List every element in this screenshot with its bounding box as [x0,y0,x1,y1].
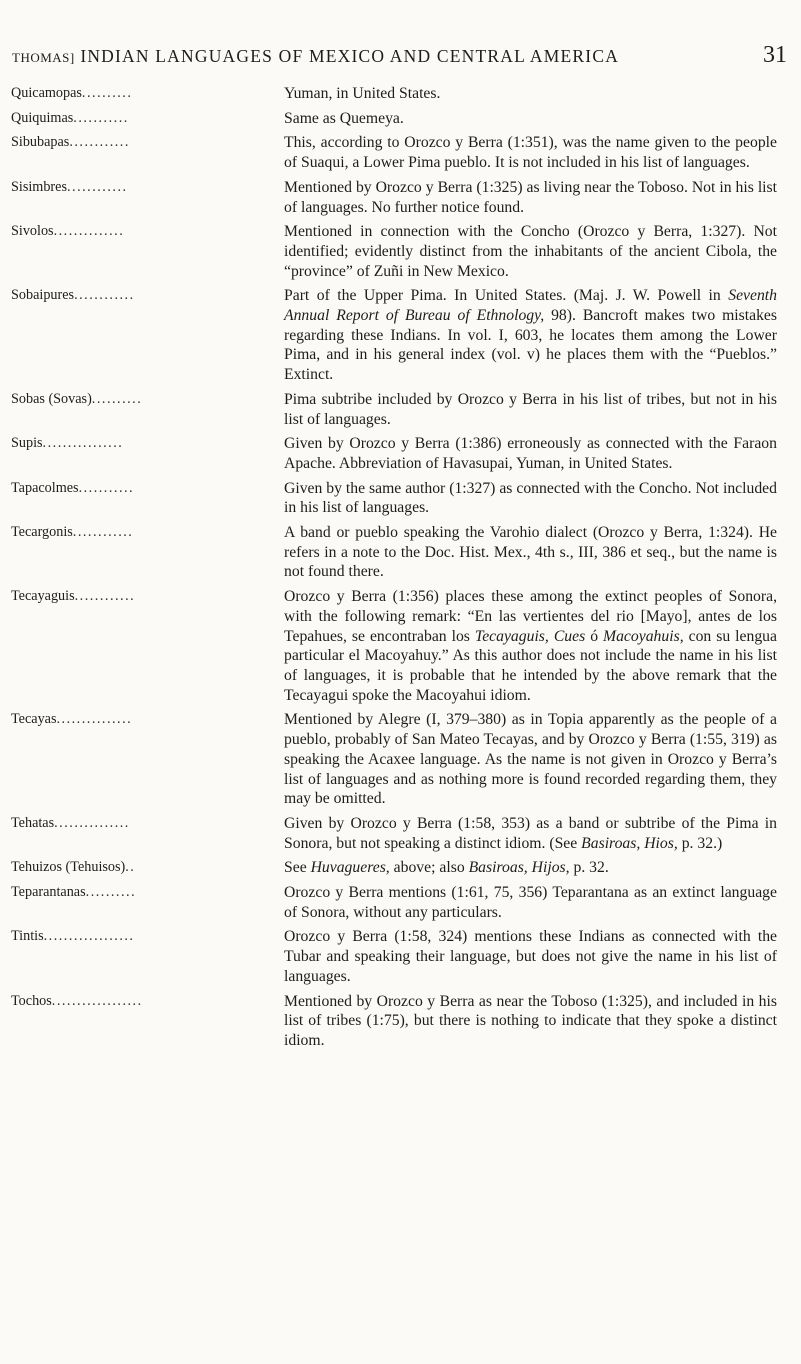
entry-term-name: Tochos [11,992,52,1009]
entry-description [284,858,781,878]
entry-description: Mentioned in connection with the Concho (Orozco y Berra, 1:327). Not identified; evidently distinct from the inhabitants of the ancient Cibola, the “province” of Zuñi in New Mexico. [284,223,777,280]
entry-term [11,523,284,582]
entry-term [11,109,284,129]
entry-description: A band or pueblo speaking the Varohio dialect (Orozco y Berra, 1:324). He refers in a note to the Doc. Hist. Mex., 4th s., III, 386 et seq., but the name is not found there. [284,524,777,581]
glossary-entry [11,84,781,104]
entry-term-name: Tecargonis [11,524,73,541]
entry-term-name: Sobas (Sovas) [11,390,92,407]
italic-citation: Tecayaguis, Cues [474,627,586,645]
description-text: p. 32.) [677,834,723,852]
leader-dots: .......... [91,390,143,407]
entry-term [11,883,284,922]
leader-dots: .............. [53,223,125,240]
glossary-entry [11,390,781,429]
entry-term-name: Sibubapas [11,134,70,151]
description-text: Orozco y Berra (1:356) places these among the extinct peoples of Sonora, with the following remark: “En las vertientes del rio [Mayo], antes de los Tepahues, se encontraban los [284,588,777,645]
entry-description: Yuman, in United States. [284,85,441,102]
entry-term [11,222,284,281]
entry-description: Pima subtribe included by Orozco y Berra in his list of tribes, but not in his list of languages. [284,390,777,428]
description-text: con su lengua particular el Macoyahuy.” As this author does not include the name in his list of languages, it is probable that he intended by the above remark that the Tecayagui spoke the Macoyahui idiom. [284,627,777,704]
entry-term-name: Quiquimas [11,109,74,126]
glossary-entry [11,992,781,1051]
entry-term-name: Tehuizos (Tehuisos) [11,859,126,876]
description-text: p. 32. [569,859,609,877]
entry-term [11,390,284,429]
entry-term [11,927,284,986]
italic-citation: Macoyahuis, [603,627,684,645]
entry-term-name: Teparantanas [11,884,86,901]
glossary-entry [11,286,781,385]
italic-citation: Huvagueres, [310,859,390,877]
entry-term [11,992,284,1051]
entry-term [11,479,284,518]
leader-dots: ............ [74,588,136,605]
running-header [12,42,787,69]
entry-description: Given by the same author (1:327) as connected with the Concho. Not included in his list of languages. [284,479,777,517]
leader-dots: ............ [72,524,134,541]
glossary-entry [11,109,781,129]
glossary-entry [11,814,781,853]
header-title: INDIAN LANGUAGES OF MEXICO AND CENTRAL AMERICA [80,46,620,66]
entry-term [11,178,284,217]
entry-term [11,84,284,104]
leader-dots: ............ [66,178,128,195]
page-number: 31 [763,42,787,68]
glossary-entry [11,710,781,809]
entry-term [11,286,284,385]
leader-dots: .................. [43,928,135,945]
running-title [12,46,619,67]
glossary-entry [11,883,781,922]
glossary-entry [11,222,781,281]
glossary-entry [11,858,781,878]
leader-dots: .......... [81,85,133,101]
description-text: See [284,859,311,877]
leader-dots: ............... [54,814,130,831]
glossary-entries [11,84,781,1056]
description-text: Given by Orozco y Berra (1:58, 353) as a band or subtribe of the Pima in Sonora, but not speaking a distinct idiom. (See [284,814,777,852]
description-text: above; also [389,859,469,877]
entry-term-name: Tapacolmes [11,479,79,496]
entry-description: Orozco y Berra mentions (1:61, 75, 356) Teparantana as an extinct language of Sonora, without any particulars. [284,884,777,921]
entry-description: Orozco y Berra (1:58, 324) mentions these Indians as connected with the Tubar and speaking their language, but does not give the name in his list of languages. [284,928,777,985]
glossary-entry [11,523,781,582]
entry-term-name: Tecayas [11,711,57,728]
entry-description [284,814,781,853]
entry-term [11,858,284,878]
leader-dots: ........... [73,109,129,126]
entry-term [11,710,284,809]
entry-term-name: Sobaipures [11,287,75,304]
entry-term-name: Sivolos [11,223,54,240]
entry-description: This, according to Orozco y Berra (1:351), was the name given to the people of Suaqui, a Lower Pima pueblo. It is not included in his list of languages. [284,134,777,172]
entry-description: Mentioned by Orozco y Berra (1:325) as living near the Toboso. Not in his list of languages. No further notice found. [284,178,777,216]
glossary-entry [11,434,781,473]
entry-term [11,814,284,853]
italic-citation: Basiroas, Hios, [581,834,678,852]
glossary-entry [11,587,781,705]
description-text: Part of the Upper Pima. In United States. (Maj. J. W. Powell in [284,287,729,305]
leader-dots: .................. [51,992,143,1009]
leader-dots: ........... [78,479,135,496]
entry-term-name: Quicamopas [11,85,82,101]
leader-dots: ............ [74,287,135,304]
italic-citation: Seventh Annual Report of Bureau of Ethnology, [284,287,777,325]
leader-dots: ............... [56,711,133,728]
glossary-entry [11,479,781,518]
entry-term-name: Sisimbres [11,178,67,195]
entry-term-name: Tehatas [11,814,55,831]
entry-description [284,587,781,705]
entry-term-name: Supis [11,435,43,452]
leader-dots: .......... [85,884,137,901]
header-author: THOMAS] [12,50,75,65]
entry-term [11,133,284,172]
entry-description: Mentioned by Alegre (I, 379–380) as in Topia apparently as the people of a pueblo, probably of San Mateo Tecayas, and by Orozco y Berra (1:55, 319) as speaking the Acaxee language. As the name is not given in Orozco y Berra’s list of languages and as nothing more is found recorded regarding them, they may be omitted. [284,711,777,808]
description-text: ó [585,627,604,645]
description-text: 98). Bancroft makes two mistakes regarding these Indians. In vol. I, 603, he locates them among the Lower Pima, and in his general index (vol. v) he places them with the “Pueblos.” Extinct. [284,307,777,384]
italic-citation: Basiroas, Hijos, [468,859,570,877]
entry-term-name: Tecayaguis [11,588,75,605]
entry-description: Same as Quemeya. [284,109,404,127]
leader-dots: ............ [69,134,130,151]
entry-term [11,434,284,473]
leader-dots: .. [125,859,136,876]
entry-term [11,587,284,705]
glossary-entry [11,133,781,172]
glossary-entry [11,178,781,217]
entry-description [284,286,781,385]
leader-dots: ................ [42,435,124,452]
glossary-entry [11,927,781,986]
entry-description: Given by Orozco y Berra (1:386) erroneously as connected with the Faraon Apache. Abbreviation of Havasupai, Yuman, in United States. [284,435,777,472]
entry-description: Mentioned by Orozco y Berra as near the Toboso (1:325), and included in his list of tribes (1:75), but there is nothing to indicate that they spoke a distinct idiom. [284,992,777,1049]
entry-term-name: Tintis [11,928,44,945]
